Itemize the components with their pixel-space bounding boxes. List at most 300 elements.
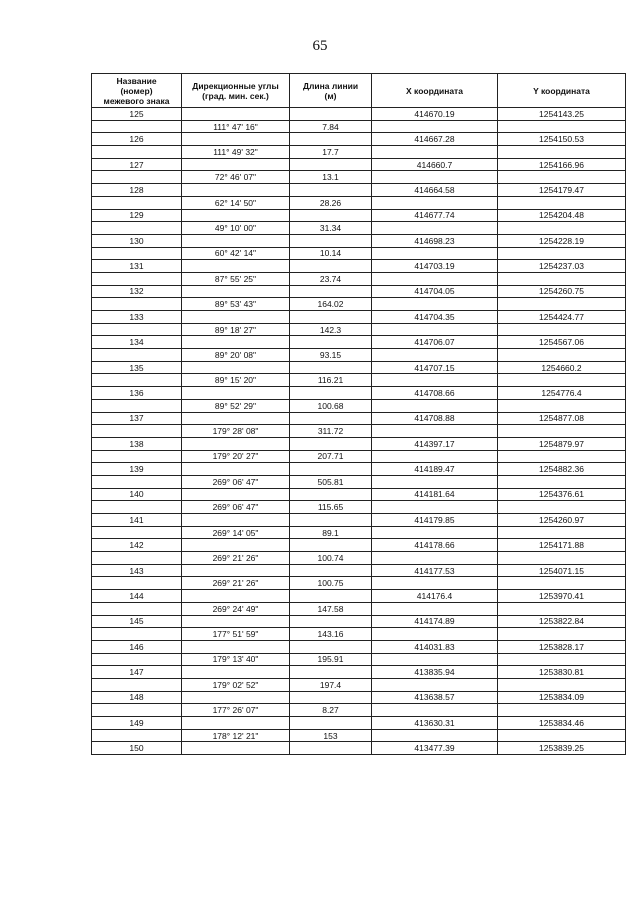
length-cell-empty	[290, 742, 372, 755]
direction-angle-cell: 269° 21' 26"	[182, 577, 290, 590]
line-length-cell: 100.75	[290, 577, 372, 590]
line-length-cell: 207.71	[290, 450, 372, 463]
y-cell-empty	[498, 704, 626, 717]
line-length-cell: 505.81	[290, 475, 372, 488]
point-id-cell: 139	[92, 463, 182, 476]
angle-cell-empty	[182, 336, 290, 349]
point-row	[92, 412, 626, 425]
length-cell-empty	[290, 463, 372, 476]
x-cell-empty	[372, 552, 498, 565]
id-cell-empty	[92, 298, 182, 311]
x-cell-empty	[372, 704, 498, 717]
x-cell-empty	[372, 196, 498, 209]
x-cell-empty	[372, 450, 498, 463]
direction-angle-cell: 111° 47' 16"	[182, 120, 290, 133]
direction-angle-cell: 89° 52' 29"	[182, 399, 290, 412]
point-id-cell: 143	[92, 564, 182, 577]
length-cell-empty	[290, 108, 372, 121]
direction-angle-cell: 62° 14' 50"	[182, 196, 290, 209]
line-length-cell: 100.74	[290, 552, 372, 565]
segment-row	[92, 526, 626, 539]
direction-angle-cell: 269° 21' 26"	[182, 552, 290, 565]
point-id-cell: 146	[92, 640, 182, 653]
y-coordinate-cell: 1253828.17	[498, 640, 626, 653]
direction-angle-cell: 111° 49' 32"	[182, 146, 290, 159]
id-cell-empty	[92, 272, 182, 285]
line-length-cell: 93.15	[290, 349, 372, 362]
point-row	[92, 108, 626, 121]
x-cell-empty	[372, 577, 498, 590]
x-coordinate-cell: 414708.88	[372, 412, 498, 425]
x-cell-empty	[372, 628, 498, 641]
segment-row	[92, 196, 626, 209]
point-id-cell: 129	[92, 209, 182, 222]
y-cell-empty	[498, 222, 626, 235]
point-id-cell: 126	[92, 133, 182, 146]
angle-cell-empty	[182, 666, 290, 679]
point-id-cell: 132	[92, 285, 182, 298]
segment-row	[92, 501, 626, 514]
line-length-cell: 197.4	[290, 678, 372, 691]
x-cell-empty	[372, 298, 498, 311]
id-cell-empty	[92, 349, 182, 362]
y-coordinate-cell: 1254150.53	[498, 133, 626, 146]
x-coordinate-cell: 413477.39	[372, 742, 498, 755]
id-cell-empty	[92, 475, 182, 488]
y-cell-empty	[498, 628, 626, 641]
angle-cell-empty	[182, 260, 290, 273]
segment-row	[92, 577, 626, 590]
point-row	[92, 311, 626, 324]
x-cell-empty	[372, 729, 498, 742]
line-length-cell: 195.91	[290, 653, 372, 666]
x-coordinate-cell: 414704.35	[372, 311, 498, 324]
y-coordinate-cell: 1253834.46	[498, 717, 626, 730]
x-coordinate-cell: 414706.07	[372, 336, 498, 349]
length-cell-empty	[290, 387, 372, 400]
line-length-cell: 142.3	[290, 323, 372, 336]
x-cell-empty	[372, 349, 498, 362]
id-cell-empty	[92, 425, 182, 438]
angle-cell-empty	[182, 463, 290, 476]
angle-cell-empty	[182, 539, 290, 552]
direction-angle-cell: 87° 55' 25"	[182, 272, 290, 285]
direction-angle-cell: 72° 46' 07"	[182, 171, 290, 184]
length-cell-empty	[290, 234, 372, 247]
length-cell-empty	[290, 133, 372, 146]
point-row	[92, 387, 626, 400]
direction-angle-cell: 177° 26' 07"	[182, 704, 290, 717]
x-coordinate-cell: 414703.19	[372, 260, 498, 273]
point-row	[92, 437, 626, 450]
line-length-cell: 8.27	[290, 704, 372, 717]
x-coordinate-cell: 414677.74	[372, 209, 498, 222]
y-coordinate-cell: 1254171.88	[498, 539, 626, 552]
point-row	[92, 717, 626, 730]
point-row	[92, 640, 626, 653]
y-cell-empty	[498, 450, 626, 463]
direction-angle-cell: 269° 06' 47"	[182, 501, 290, 514]
coordinates-table	[91, 73, 626, 755]
y-coordinate-cell: 1253839.25	[498, 742, 626, 755]
length-cell-empty	[290, 539, 372, 552]
x-coordinate-cell: 414176.4	[372, 590, 498, 603]
y-coordinate-cell: 1254567.06	[498, 336, 626, 349]
segment-row	[92, 552, 626, 565]
y-coordinate-cell: 1254260.75	[498, 285, 626, 298]
point-row	[92, 488, 626, 501]
x-coordinate-cell: 414031.83	[372, 640, 498, 653]
y-coordinate-cell: 1254179.47	[498, 184, 626, 197]
segment-row	[92, 323, 626, 336]
point-row	[92, 336, 626, 349]
y-cell-empty	[498, 577, 626, 590]
id-cell-empty	[92, 374, 182, 387]
segment-row	[92, 653, 626, 666]
point-id-cell: 138	[92, 437, 182, 450]
segment-row	[92, 222, 626, 235]
point-row	[92, 285, 626, 298]
id-cell-empty	[92, 577, 182, 590]
x-cell-empty	[372, 602, 498, 615]
angle-cell-empty	[182, 742, 290, 755]
length-cell-empty	[290, 311, 372, 324]
y-cell-empty	[498, 399, 626, 412]
y-cell-empty	[498, 678, 626, 691]
y-cell-empty	[498, 146, 626, 159]
y-cell-empty	[498, 526, 626, 539]
angle-cell-empty	[182, 488, 290, 501]
segment-row	[92, 475, 626, 488]
segment-row	[92, 272, 626, 285]
length-cell-empty	[290, 184, 372, 197]
point-id-cell: 150	[92, 742, 182, 755]
header-mark-name: Название (номер) межевого знака	[92, 74, 182, 108]
direction-angle-cell: 60° 42' 14"	[182, 247, 290, 260]
y-coordinate-cell: 1254877.08	[498, 412, 626, 425]
header-x-coordinate: X координата	[372, 74, 498, 108]
direction-angle-cell: 89° 15' 20"	[182, 374, 290, 387]
y-coordinate-cell: 1253830.81	[498, 666, 626, 679]
x-cell-empty	[372, 374, 498, 387]
x-coordinate-cell: 414707.15	[372, 361, 498, 374]
point-id-cell: 149	[92, 717, 182, 730]
id-cell-empty	[92, 602, 182, 615]
id-cell-empty	[92, 628, 182, 641]
point-row	[92, 209, 626, 222]
y-cell-empty	[498, 323, 626, 336]
y-coordinate-cell: 1254237.03	[498, 260, 626, 273]
direction-angle-cell: 269° 14' 05"	[182, 526, 290, 539]
point-row	[92, 260, 626, 273]
angle-cell-empty	[182, 184, 290, 197]
point-row	[92, 184, 626, 197]
angle-cell-empty	[182, 311, 290, 324]
segment-row	[92, 450, 626, 463]
x-cell-empty	[372, 146, 498, 159]
x-cell-empty	[372, 653, 498, 666]
direction-angle-cell: 49° 10' 00"	[182, 222, 290, 235]
x-cell-empty	[372, 171, 498, 184]
length-cell-empty	[290, 640, 372, 653]
id-cell-empty	[92, 526, 182, 539]
direction-angle-cell: 179° 13' 40"	[182, 653, 290, 666]
length-cell-empty	[290, 691, 372, 704]
point-row	[92, 615, 626, 628]
x-coordinate-cell: 414698.23	[372, 234, 498, 247]
length-cell-empty	[290, 564, 372, 577]
segment-row	[92, 602, 626, 615]
length-cell-empty	[290, 488, 372, 501]
y-coordinate-cell: 1254660.2	[498, 361, 626, 374]
y-cell-empty	[498, 298, 626, 311]
y-cell-empty	[498, 653, 626, 666]
point-row	[92, 463, 626, 476]
x-cell-empty	[372, 323, 498, 336]
segment-row	[92, 628, 626, 641]
segment-row	[92, 120, 626, 133]
y-coordinate-cell: 1254376.61	[498, 488, 626, 501]
point-id-cell: 137	[92, 412, 182, 425]
line-length-cell: 164.02	[290, 298, 372, 311]
direction-angle-cell: 177° 51' 59"	[182, 628, 290, 641]
point-row	[92, 742, 626, 755]
y-coordinate-cell: 1254071.15	[498, 564, 626, 577]
y-cell-empty	[498, 475, 626, 488]
point-row	[92, 564, 626, 577]
line-length-cell: 17.7	[290, 146, 372, 159]
y-cell-empty	[498, 349, 626, 362]
id-cell-empty	[92, 399, 182, 412]
direction-angle-cell: 269° 06' 47"	[182, 475, 290, 488]
id-cell-empty	[92, 120, 182, 133]
point-row	[92, 590, 626, 603]
length-cell-empty	[290, 412, 372, 425]
direction-angle-cell: 179° 02' 52"	[182, 678, 290, 691]
y-cell-empty	[498, 272, 626, 285]
table-header-row	[92, 74, 626, 108]
y-coordinate-cell: 1254424.77	[498, 311, 626, 324]
id-cell-empty	[92, 323, 182, 336]
line-length-cell: 100.68	[290, 399, 372, 412]
y-coordinate-cell: 1253970.41	[498, 590, 626, 603]
y-cell-empty	[498, 501, 626, 514]
segment-row	[92, 247, 626, 260]
point-id-cell: 136	[92, 387, 182, 400]
direction-angle-cell: 178° 12' 21"	[182, 729, 290, 742]
id-cell-empty	[92, 222, 182, 235]
segment-row	[92, 349, 626, 362]
line-length-cell: 31.34	[290, 222, 372, 235]
x-cell-empty	[372, 120, 498, 133]
line-length-cell: 7.84	[290, 120, 372, 133]
line-length-cell: 147.58	[290, 602, 372, 615]
angle-cell-empty	[182, 108, 290, 121]
header-line-length: Длина линии (м)	[290, 74, 372, 108]
point-id-cell: 141	[92, 514, 182, 527]
x-coordinate-cell: 414189.47	[372, 463, 498, 476]
point-id-cell: 134	[92, 336, 182, 349]
x-cell-empty	[372, 425, 498, 438]
id-cell-empty	[92, 196, 182, 209]
segment-row	[92, 425, 626, 438]
line-length-cell: 116.21	[290, 374, 372, 387]
x-coordinate-cell: 413638.57	[372, 691, 498, 704]
point-id-cell: 131	[92, 260, 182, 273]
direction-angle-cell: 89° 20' 08"	[182, 349, 290, 362]
length-cell-empty	[290, 717, 372, 730]
point-id-cell: 144	[92, 590, 182, 603]
angle-cell-empty	[182, 691, 290, 704]
id-cell-empty	[92, 501, 182, 514]
line-length-cell: 311.72	[290, 425, 372, 438]
segment-row	[92, 374, 626, 387]
segment-row	[92, 678, 626, 691]
y-cell-empty	[498, 602, 626, 615]
x-coordinate-cell: 414664.58	[372, 184, 498, 197]
length-cell-empty	[290, 209, 372, 222]
length-cell-empty	[290, 666, 372, 679]
id-cell-empty	[92, 704, 182, 717]
segment-row	[92, 729, 626, 742]
point-id-cell: 148	[92, 691, 182, 704]
table-body	[92, 108, 626, 755]
x-cell-empty	[372, 399, 498, 412]
angle-cell-empty	[182, 209, 290, 222]
y-coordinate-cell: 1254882.36	[498, 463, 626, 476]
length-cell-empty	[290, 285, 372, 298]
x-coordinate-cell: 413835.94	[372, 666, 498, 679]
y-coordinate-cell: 1253834.09	[498, 691, 626, 704]
point-id-cell: 130	[92, 234, 182, 247]
length-cell-empty	[290, 158, 372, 171]
x-cell-empty	[372, 501, 498, 514]
line-length-cell: 89.1	[290, 526, 372, 539]
y-cell-empty	[498, 120, 626, 133]
point-row	[92, 234, 626, 247]
point-id-cell: 127	[92, 158, 182, 171]
y-coordinate-cell: 1254143.25	[498, 108, 626, 121]
y-cell-empty	[498, 729, 626, 742]
segment-row	[92, 704, 626, 717]
y-coordinate-cell: 1254204.48	[498, 209, 626, 222]
point-row	[92, 361, 626, 374]
x-coordinate-cell: 414174.89	[372, 615, 498, 628]
length-cell-empty	[290, 336, 372, 349]
direction-angle-cell: 179° 20' 27"	[182, 450, 290, 463]
length-cell-empty	[290, 514, 372, 527]
line-length-cell: 115.65	[290, 501, 372, 514]
line-length-cell: 143.16	[290, 628, 372, 641]
y-coordinate-cell: 1253822.84	[498, 615, 626, 628]
length-cell-empty	[290, 590, 372, 603]
length-cell-empty	[290, 260, 372, 273]
angle-cell-empty	[182, 234, 290, 247]
x-coordinate-cell: 414660.7	[372, 158, 498, 171]
line-length-cell: 153	[290, 729, 372, 742]
id-cell-empty	[92, 450, 182, 463]
x-cell-empty	[372, 475, 498, 488]
y-coordinate-cell: 1254879.97	[498, 437, 626, 450]
direction-angle-cell: 89° 53' 43"	[182, 298, 290, 311]
point-id-cell: 128	[92, 184, 182, 197]
point-row	[92, 158, 626, 171]
x-cell-empty	[372, 272, 498, 285]
id-cell-empty	[92, 729, 182, 742]
id-cell-empty	[92, 653, 182, 666]
x-coordinate-cell: 414667.28	[372, 133, 498, 146]
x-coordinate-cell: 414178.66	[372, 539, 498, 552]
id-cell-empty	[92, 171, 182, 184]
id-cell-empty	[92, 247, 182, 260]
angle-cell-empty	[182, 133, 290, 146]
angle-cell-empty	[182, 412, 290, 425]
y-coordinate-cell: 1254166.96	[498, 158, 626, 171]
x-cell-empty	[372, 222, 498, 235]
angle-cell-empty	[182, 361, 290, 374]
segment-row	[92, 399, 626, 412]
angle-cell-empty	[182, 590, 290, 603]
y-coordinate-cell: 1254260.97	[498, 514, 626, 527]
angle-cell-empty	[182, 437, 290, 450]
line-length-cell: 23.74	[290, 272, 372, 285]
angle-cell-empty	[182, 514, 290, 527]
point-row	[92, 539, 626, 552]
x-coordinate-cell: 414708.66	[372, 387, 498, 400]
angle-cell-empty	[182, 285, 290, 298]
angle-cell-empty	[182, 564, 290, 577]
line-length-cell: 28.26	[290, 196, 372, 209]
angle-cell-empty	[182, 158, 290, 171]
x-coordinate-cell: 414704.05	[372, 285, 498, 298]
y-cell-empty	[498, 171, 626, 184]
header-direction-angles: Дирекционные углы (град. мин. сек.)	[182, 74, 290, 108]
point-id-cell: 145	[92, 615, 182, 628]
point-id-cell: 142	[92, 539, 182, 552]
point-row	[92, 133, 626, 146]
length-cell-empty	[290, 437, 372, 450]
x-cell-empty	[372, 678, 498, 691]
y-coordinate-cell: 1254228.19	[498, 234, 626, 247]
point-id-cell: 147	[92, 666, 182, 679]
x-coordinate-cell: 414177.53	[372, 564, 498, 577]
line-length-cell: 10.14	[290, 247, 372, 260]
y-coordinate-cell: 1254776.4	[498, 387, 626, 400]
x-coordinate-cell: 414181.64	[372, 488, 498, 501]
y-cell-empty	[498, 196, 626, 209]
point-id-cell: 133	[92, 311, 182, 324]
id-cell-empty	[92, 678, 182, 691]
x-cell-empty	[372, 526, 498, 539]
y-cell-empty	[498, 247, 626, 260]
page-number: 65	[312, 38, 328, 54]
y-cell-empty	[498, 552, 626, 565]
direction-angle-cell: 179° 28' 08"	[182, 425, 290, 438]
y-cell-empty	[498, 425, 626, 438]
point-id-cell: 135	[92, 361, 182, 374]
angle-cell-empty	[182, 640, 290, 653]
line-length-cell: 13.1	[290, 171, 372, 184]
id-cell-empty	[92, 146, 182, 159]
angle-cell-empty	[182, 387, 290, 400]
angle-cell-empty	[182, 717, 290, 730]
point-row	[92, 691, 626, 704]
segment-row	[92, 146, 626, 159]
id-cell-empty	[92, 552, 182, 565]
point-row	[92, 666, 626, 679]
segment-row	[92, 298, 626, 311]
direction-angle-cell: 89° 18' 27"	[182, 323, 290, 336]
